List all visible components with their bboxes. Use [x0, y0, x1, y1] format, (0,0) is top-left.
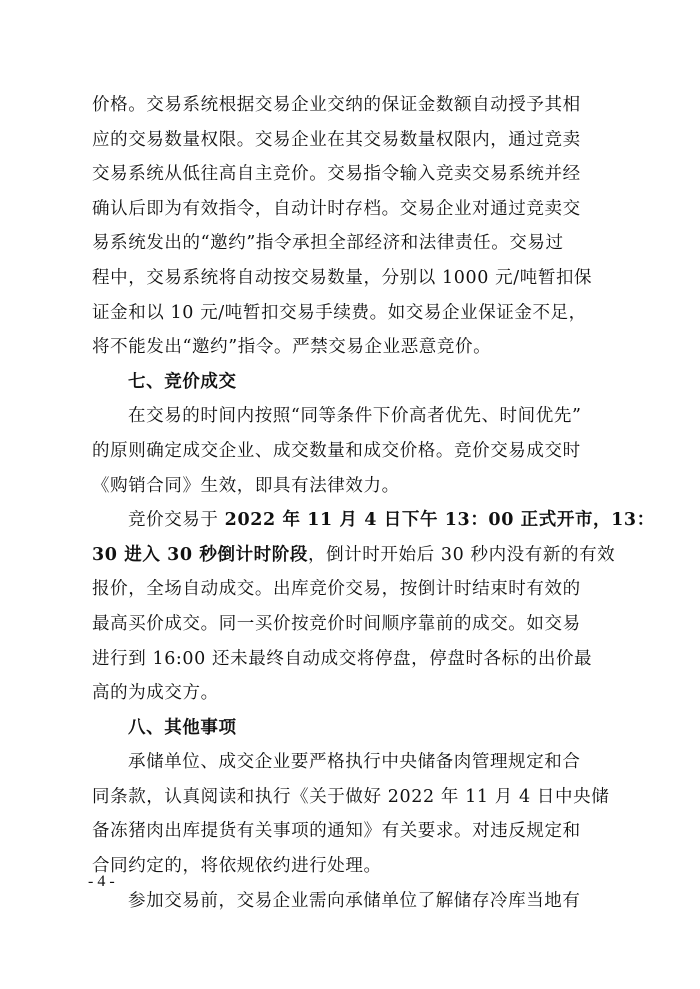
- text-line: 易系统发出的“邀约”指令承担全部经济和法律责任。交易过: [92, 233, 564, 254]
- text-line: 最高买价成交。同一买价按竞价时间顺序靠前的成交。如交易: [92, 613, 581, 634]
- text-line: 进行到 16:00 还未最终自动成交将停盘，停盘时各标的出价最: [92, 648, 593, 669]
- text-line: 应的交易数量权限。交易企业在其交易数量权限内，通过竞卖: [92, 129, 581, 150]
- text-line: 同条款，认真阅读和执行《关于做好 2022 年 11 月 4 日中央储: [92, 786, 610, 807]
- text-run: 竞价交易于: [128, 510, 225, 531]
- text-line: 报价，全场自动成交。出库竞价交易，按倒计时结束时有效的: [92, 579, 581, 600]
- text-line: 《购销合同》生效，即具有法律效力。: [92, 475, 400, 496]
- text-run: ，倒计时开始后 30 秒内没有新的有效: [307, 544, 616, 565]
- text-line: 参加交易前，交易企业需向承储单位了解储存冷库当地有: [128, 890, 581, 911]
- emphasis-opening-time: 2022 年 11 月 4 日下午 13：00 正式开市，13：: [224, 510, 655, 531]
- text-line: 证金和以 10 元/吨暂扣交易手续费。如交易企业保证金不足，: [92, 302, 587, 323]
- document-body: [92, 88, 655, 918]
- paragraph-trading-schedule: [92, 503, 655, 711]
- paragraph-deal-principle: [92, 399, 608, 503]
- text-line: 价格。交易系统根据交易企业交纳的保证金数额自动授予其相: [92, 95, 581, 115]
- emphasis-countdown: 30 进入 30 秒倒计时阶段: [92, 544, 308, 565]
- text-line: [92, 503, 655, 538]
- text-line: 交易系统从低往高自主竞价。交易指令输入竞卖交易系统并经: [92, 164, 581, 185]
- text-line: 承储单位、成交企业要严格执行中央储备肉管理规定和合: [128, 752, 581, 773]
- page-number: - 4 -: [88, 873, 115, 890]
- section-heading-bidding-deal: 七、竞价成交: [128, 371, 237, 392]
- text-line: 程中，交易系统将自动按交易数量，分别以 1000 元/吨暂扣保: [92, 267, 593, 288]
- text-line: 备冻猪肉出库提货有关事项的通知》有关要求。对违反规定和: [92, 821, 581, 842]
- text-line: 在交易的时间内按照“同等条件下价高者优先、时间优先”: [128, 406, 582, 427]
- section-heading-other-matters: 八、其他事项: [128, 717, 237, 738]
- paragraph-compliance: [92, 745, 608, 883]
- text-line: 将不能发出“邀约”指令。严禁交易企业恶意竞价。: [92, 337, 492, 358]
- paragraph-trading-rules: [92, 88, 608, 365]
- text-line: 确认后即为有效指令，自动计时存档。交易企业对通过竞卖交: [92, 198, 581, 219]
- paragraph-pre-trading: [92, 884, 608, 919]
- text-line: 合同约定的，将依规依约进行处理。: [92, 856, 382, 877]
- text-line: 的原则确定成交企业、成交数量和成交价格。竞价交易成交时: [92, 440, 581, 461]
- text-line: [92, 538, 616, 573]
- text-line: 高的为成交方。: [92, 683, 219, 704]
